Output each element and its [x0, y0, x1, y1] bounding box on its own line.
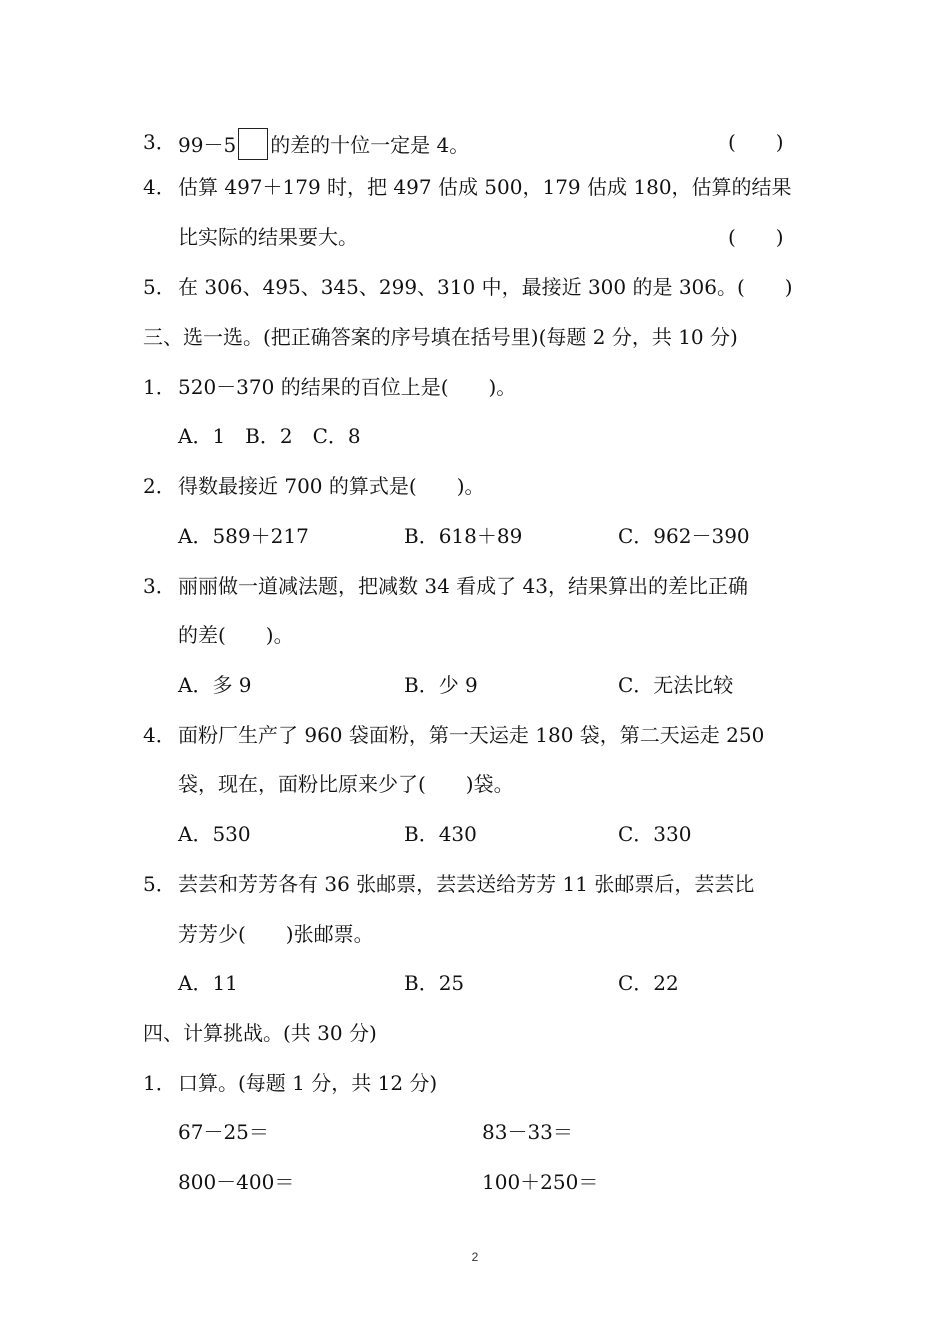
question-text-post: 的差的十位一定是 4。 — [270, 133, 470, 157]
question-text-continued: 袋，现在，面粉比原来少了( )袋。 — [178, 772, 514, 796]
question-number: 3． — [143, 574, 176, 598]
question-text: 520－370 的结果的百位上是( )。 — [178, 375, 517, 399]
option-c: C．330 — [618, 822, 692, 846]
calc-item: 83－33＝ — [482, 1120, 573, 1144]
question-text-continued: 芳芳少( )张邮票。 — [178, 922, 374, 946]
question-number: 5． — [143, 872, 176, 896]
question-text-continued: 比实际的结果要大。 — [178, 225, 358, 249]
option-c: C．962－390 — [618, 524, 750, 548]
question-text-continued: 的差( )。 — [178, 623, 294, 647]
option-a: A．多 9 — [178, 673, 252, 697]
question-text: 芸芸和芳芳各有 36 张邮票，芸芸送给芳芳 11 张邮票后，芸芸比 — [178, 872, 755, 896]
answer-paren[interactable]: ( ) — [728, 225, 784, 249]
question-text — [178, 128, 469, 160]
section-heading: 三、选一选。(把正确答案的序号填在括号里)(每题 2 分，共 10 分) — [143, 325, 738, 349]
question-number: 4． — [143, 723, 176, 747]
question-text-pre: 99－5 — [178, 133, 237, 157]
option-c: C．22 — [618, 971, 679, 995]
question-number: 5． — [143, 275, 176, 299]
question-number: 1． — [143, 375, 176, 399]
option-a: A．530 — [178, 822, 251, 846]
calc-item: 100＋250＝ — [482, 1170, 599, 1194]
question-text: 估算 497＋179 时，把 497 估成 500，179 估成 180，估算的结果 — [178, 175, 792, 199]
question-number: 3． — [143, 130, 176, 154]
question-text: 丽丽做一道减法题，把减数 34 看成了 43，结果算出的差比正确 — [178, 574, 748, 598]
answer-box[interactable] — [238, 128, 268, 160]
question-text: 面粉厂生产了 960 袋面粉，第一天运走 180 袋，第二天运走 250 — [178, 723, 765, 747]
question-number: 4． — [143, 175, 176, 199]
option-b: B．少 9 — [404, 673, 478, 697]
options-text: A．1 B．2 C．8 — [178, 424, 361, 448]
section-heading: 四、计算挑战。(共 30 分) — [143, 1021, 377, 1045]
question-number: 2． — [143, 474, 176, 498]
option-b: B．618＋89 — [404, 524, 523, 548]
calc-item: 800－400＝ — [178, 1170, 295, 1194]
option-a: A．589＋217 — [178, 524, 309, 548]
option-b: B．430 — [404, 822, 477, 846]
calc-item: 67－25＝ — [178, 1120, 269, 1144]
page-number: 2 — [471, 1250, 479, 1264]
question-text: 口算。(每题 1 分，共 12 分) — [178, 1071, 438, 1095]
option-a: A．11 — [178, 971, 238, 995]
question-text: 在 306、495、345、299、310 中，最接近 300 的是 306。( ) — [178, 275, 793, 299]
question-text: 得数最接近 700 的算式是( )。 — [178, 474, 485, 498]
question-number: 1． — [143, 1071, 176, 1095]
option-c: C．无法比较 — [618, 673, 734, 697]
answer-paren[interactable]: ( ) — [728, 130, 784, 154]
option-b: B．25 — [404, 971, 465, 995]
